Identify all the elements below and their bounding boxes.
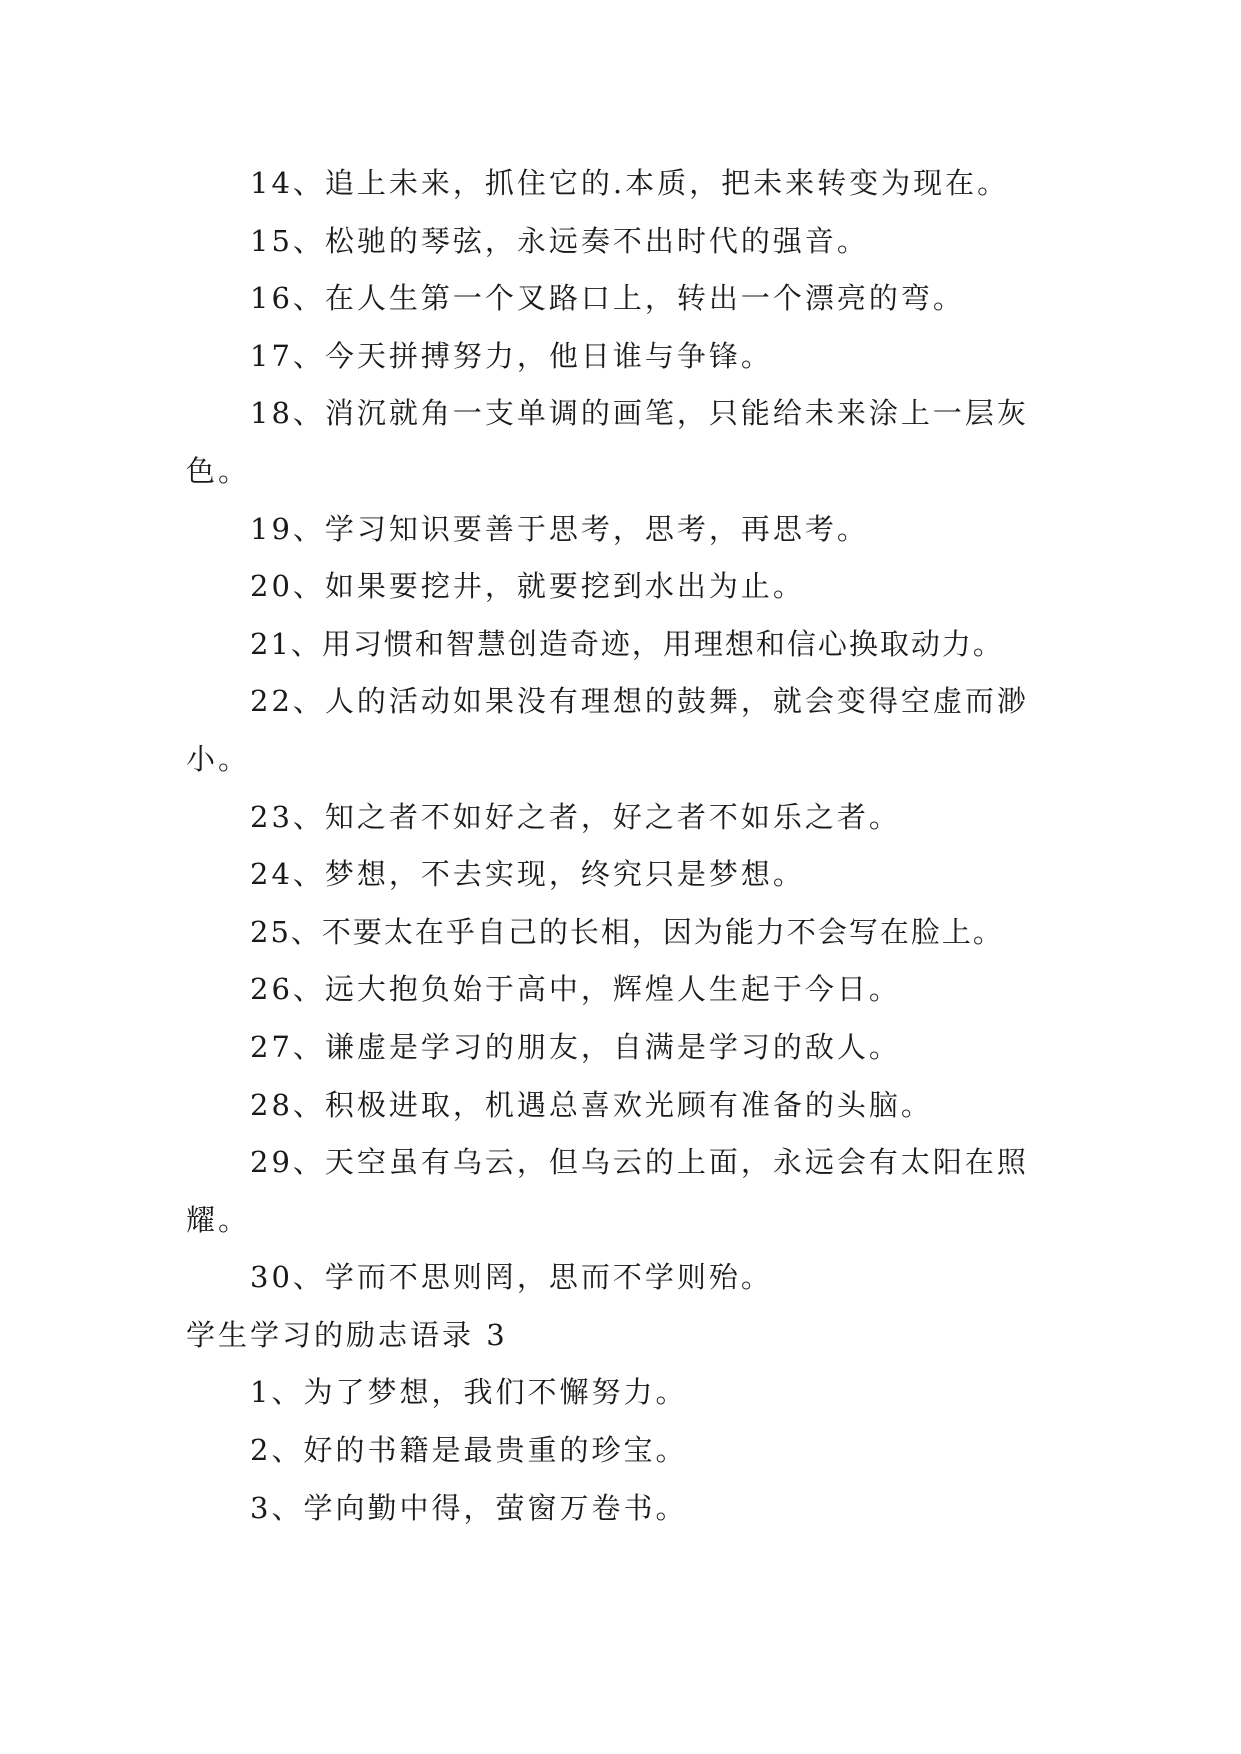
document-body: [186, 155, 1056, 1537]
list-item-18: 18、消沉就角一支单调的画笔，只能给未来涂上一层灰色。: [186, 396, 1029, 488]
list-item-17: 17、今天拼搏努力，他日谁与争锋。: [250, 338, 773, 373]
list-item-22: 22、人的活动如果没有理想的鼓舞，就会变得空虚而渺小。: [186, 684, 1029, 776]
list-item-25: 25、不要太在乎自己的长相，因为能力不会写在脸上。: [250, 914, 1004, 949]
list-item-19: 19、学习知识要善于思考，思考，再思考。: [250, 511, 869, 546]
list-item-15: 15、松驰的琴弦，永远奏不出时代的强音。: [250, 223, 869, 258]
list-item-29: 29、天空虽有乌云，但乌云的上面，永远会有太阳在照耀。: [186, 1145, 1029, 1237]
list-item-21: 21、用习惯和智慧创造奇迹，用理想和信心换取动力。: [250, 626, 1004, 661]
list-item-27: 27、谦虚是学习的朋友，自满是学习的敌人。: [250, 1029, 901, 1064]
list-item-28: 28、积极进取，机遇总喜欢光顾有准备的头脑。: [250, 1087, 933, 1122]
list-item-30: 30、学而不思则罔，思而不学则殆。: [250, 1260, 773, 1295]
list-item-23: 23、知之者不如好之者，好之者不如乐之者。: [250, 799, 901, 834]
list-item-24: 24、梦想，不去实现，终究只是梦想。: [250, 857, 805, 892]
list-item-s3-3: 3、学向勤中得，萤窗万卷书。: [250, 1490, 688, 1525]
list-item-s3-1: 1、为了梦想，我们不懈努力。: [250, 1375, 688, 1410]
list-item-16: 16、在人生第一个叉路口上，转出一个漂亮的弯。: [250, 281, 965, 316]
list-item-14: 14、追上未来，抓住它的.本质，把未来转变为现在。: [250, 166, 1010, 200]
list-item-20: 20、如果要挖井，就要挖到水出为止。: [250, 569, 805, 604]
list-item-s3-2: 2、好的书籍是最贵重的珍宝。: [250, 1433, 688, 1468]
list-item-26: 26、远大抱负始于高中，辉煌人生起于今日。: [250, 972, 901, 1007]
section-heading: 学生学习的励志语录 3: [186, 1317, 508, 1352]
